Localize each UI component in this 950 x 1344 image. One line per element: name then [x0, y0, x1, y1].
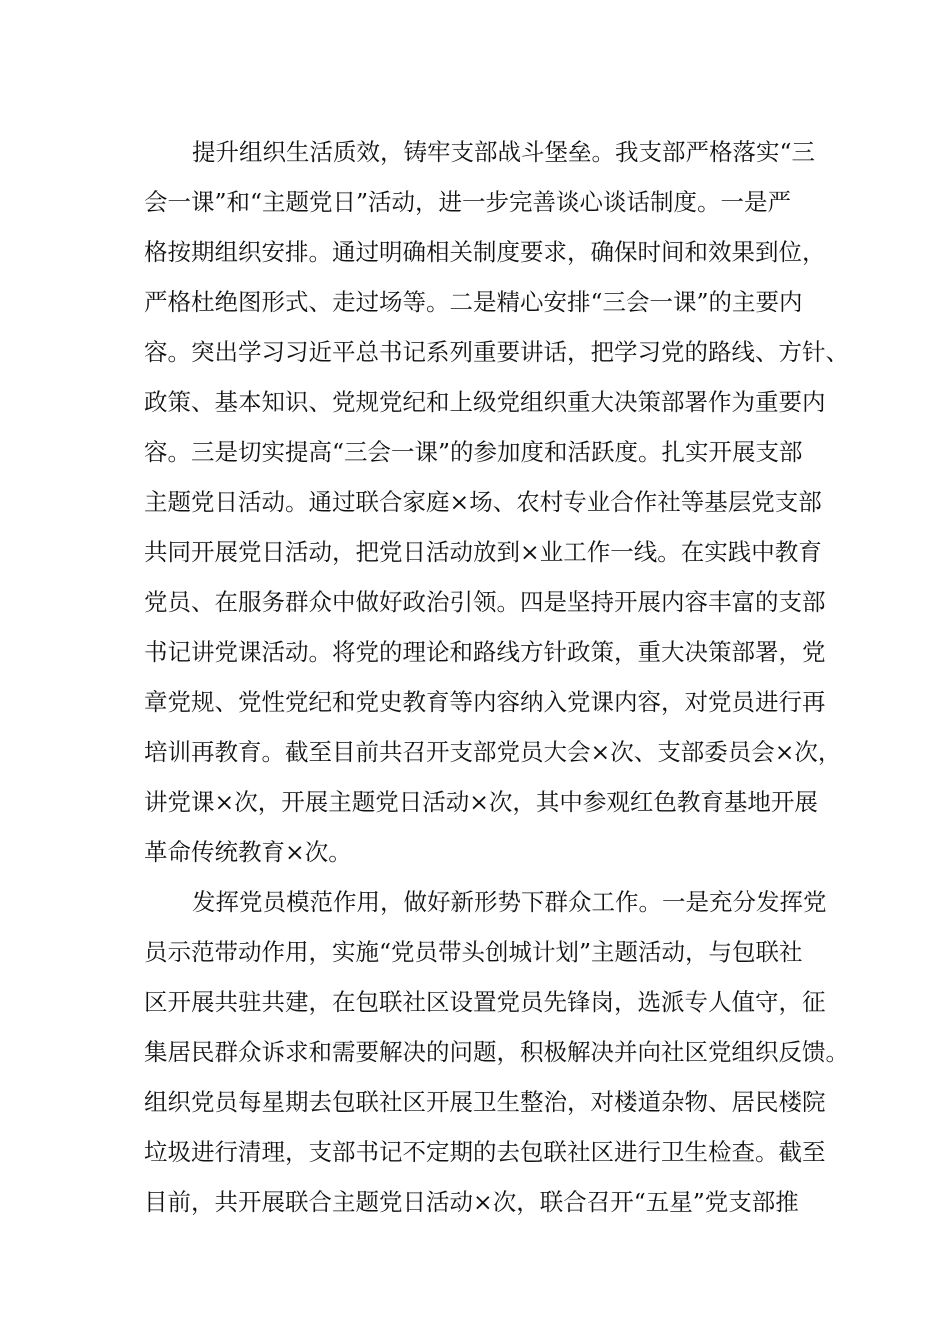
- paragraph-1-line-6: 政策、基本知识、党规党纪和上级党组织重大决策部署作为重要内: [144, 388, 826, 416]
- paragraph-1-line-15: 革命传统教育×次。: [144, 838, 352, 866]
- paragraph-2-line-7: 目前，共开展联合主题党日活动×次，联合召开“五星”党支部推: [144, 1188, 799, 1216]
- paragraph-1-line-5: 容。突出学习习近平总书记系列重要讲话，把学习党的路线、方针、: [144, 338, 849, 366]
- paragraph-2-line-6: 垃圾进行清理，支部书记不定期的去包联社区进行卫生检查。截至: [144, 1138, 826, 1166]
- paragraph-1-line-12: 章党规、党性党纪和党史教育等内容纳入党课内容，对党员进行再: [144, 688, 826, 716]
- paragraph-1-line-10: 党员、在服务群众中做好政治引领。四是坚持开展内容丰富的支部: [144, 588, 826, 616]
- paragraph-1-line-4: 严格杜绝图形式、走过场等。二是精心安排“三会一课”的主要内: [144, 288, 803, 316]
- paragraph-1-line-8: 主题党日活动。通过联合家庭×场、农村专业合作社等基层党支部: [144, 488, 822, 516]
- paragraph-1-line-14: 讲党课×次，开展主题党日活动×次，其中参观红色教育基地开展: [144, 788, 818, 816]
- paragraph-2-line-3: 区开展共驻共建，在包联社区设置党员先锋岗，选派专人值守，征: [144, 988, 826, 1016]
- paragraph-1-line-7: 容。三是切实提高“三会一课”的参加度和活跃度。扎实开展支部: [144, 438, 803, 466]
- paragraph-1-line-3: 格按期组织安排。通过明确相关制度要求，确保时间和效果到位，: [144, 238, 826, 266]
- paragraph-2-line-2: 员示范带动作用，实施“党员带头创城计划”主题活动，与包联社: [144, 938, 803, 966]
- paragraph-2-line-4: 集居民群众诉求和需要解决的问题，积极解决并向社区党组织反馈。: [144, 1038, 849, 1066]
- paragraph-1-line-13: 培训再教育。截至目前共召开支部党员大会×次、支部委员会×次，: [144, 738, 842, 766]
- paragraph-1-line-1: 提升组织生活质效，铸牢支部战斗堡垒。我支部严格落实“三: [192, 138, 816, 166]
- paragraph-1-line-11: 书记讲党课活动。将党的理论和路线方针政策，重大决策部署，党: [144, 638, 826, 666]
- paragraph-2-line-5: 组织党员每星期去包联社区开展卫生整治，对楼道杂物、居民楼院: [144, 1088, 826, 1116]
- paragraph-1-line-9: 共同开展党日活动，把党日活动放到×业工作一线。在实践中教育: [144, 538, 822, 566]
- paragraph-2-line-1: 发挥党员模范作用，做好新形势下群众工作。一是充分发挥党: [192, 888, 827, 916]
- paragraph-1-line-2: 会一课”和“主题党日”活动，进一步完善谈心谈话制度。一是严: [144, 188, 792, 216]
